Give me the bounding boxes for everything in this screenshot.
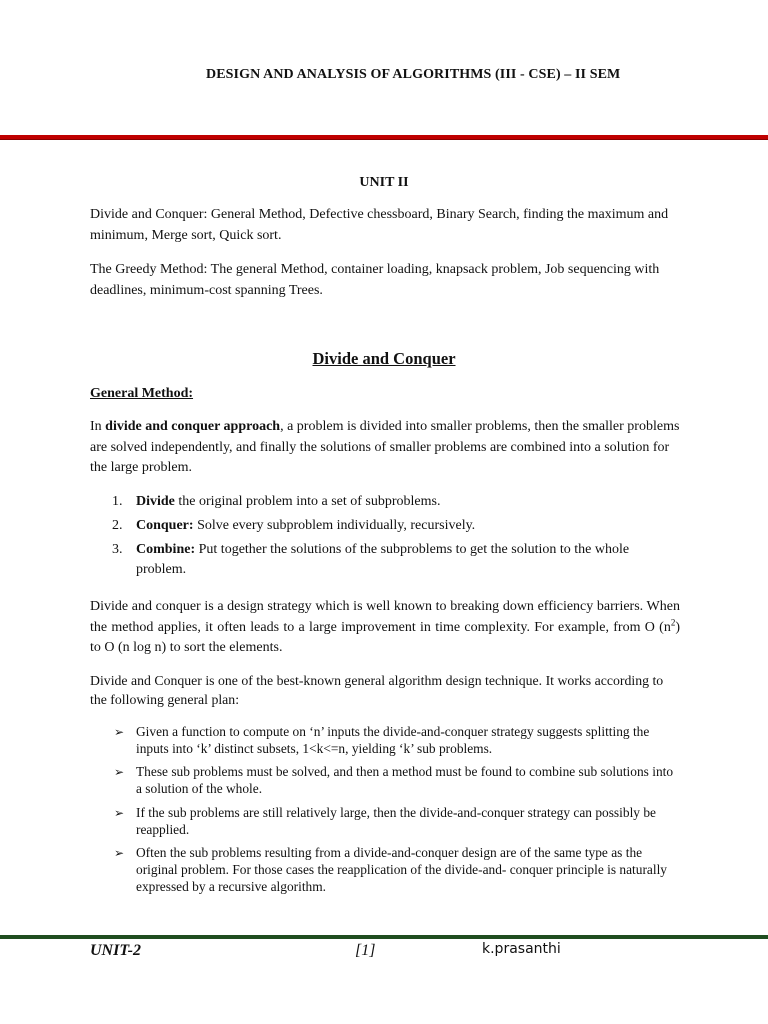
step-item [90, 516, 680, 536]
step-label: Divide [136, 494, 175, 509]
intro-text-pre: In [90, 419, 106, 434]
step-text: Solve every subproblem individually, recursively. [193, 518, 476, 533]
bullet-item [90, 764, 680, 797]
unit-heading: UNIT II [359, 175, 409, 190]
step-number: 1. [112, 494, 123, 509]
step-number: 2. [112, 518, 123, 533]
subsection-title: General Method: [90, 386, 194, 401]
bullet-item [90, 724, 680, 757]
footer-author: k.prasanthi [482, 941, 561, 957]
steps-list [90, 492, 680, 584]
page-number: [1] [355, 942, 376, 959]
intro-text-post: , a problem is divided into smaller problems, then the smaller problems are solved independently, and finally the solutions of smaller problems are combined into a solution for the large problem. [90, 419, 680, 475]
step-number: 3. [112, 542, 123, 557]
strategy-tail: ) to O (n log n) to sort the elements. [90, 619, 680, 655]
bullet-text: These sub problems must be solved, and then a method must be found to combine sub solutions into a solution of the whole. [136, 764, 674, 797]
section-title: Divide and Conquer [312, 349, 456, 368]
strategy-paragraph [90, 597, 680, 659]
step-label: Combine: [136, 542, 196, 557]
step-text: the original problem into a set of subproblems. [174, 494, 441, 509]
document-header-title: DESIGN AND ANALYSIS OF ALGORITHMS (III - CSE) – II SEM [206, 67, 621, 82]
strategy-text: Divide and conquer is a design strategy which is well known to breaking down efficiency barriers. When the method applies, it often leads to a large improvement in time complexity. For example, from O (n [90, 599, 680, 635]
bullet-text: Given a function to compute on ‘n’ inputs the divide-and-conquer strategy suggests splitting the inputs into ‘k’ distinct subsets, 1<k<=n, yielding ‘k’ sub problems. [136, 724, 650, 756]
bullet-item [90, 805, 680, 838]
header-divider [0, 135, 768, 139]
unit-topics-divide-conquer: Divide and Conquer: General Method, Defective chessboard, Binary Search, finding the maximum and minimum, Merge sort, Quick sort. [90, 207, 669, 243]
bullet-item [90, 845, 680, 895]
plan-bullets [90, 724, 680, 902]
step-item [90, 540, 680, 580]
intro-paragraph [90, 417, 680, 479]
footer-divider [0, 935, 768, 939]
unit-topics-greedy: The Greedy Method: The general Method, container loading, knapsack problem, Job sequencing with deadlines, minimum-cost spanning Trees. [90, 262, 660, 298]
intro-bold-term: divide and conquer approach [105, 419, 281, 434]
step-text: Put together the solutions of the subproblems to get the solution to the whole problem. [136, 542, 630, 577]
plan-paragraph: Divide and Conquer is one of the best-known general algorithm design technique. It works according to the following general plan: [90, 673, 664, 707]
footer-unit-label: UNIT-2 [90, 942, 141, 959]
step-item [90, 492, 680, 512]
bullet-text: If the sub problems are still relatively large, then the divide-and-conquer strategy can possibly be reapplied. [136, 804, 656, 837]
arrow-bullet-icon: ➢ [114, 725, 125, 739]
arrow-bullet-icon: ➢ [114, 805, 125, 820]
bullet-text: Often the sub problems resulting from a divide-and-conquer design are of the same type as the original problem. For those cases the reapplication of the divide-and- conquer principle is naturally expressed by a recursive algorithm. [136, 845, 667, 894]
arrow-bullet-icon: ➢ [114, 765, 125, 780]
exponent: 2 [670, 616, 676, 627]
arrow-bullet-icon: ➢ [114, 846, 125, 861]
step-label: Conquer: [136, 518, 194, 533]
